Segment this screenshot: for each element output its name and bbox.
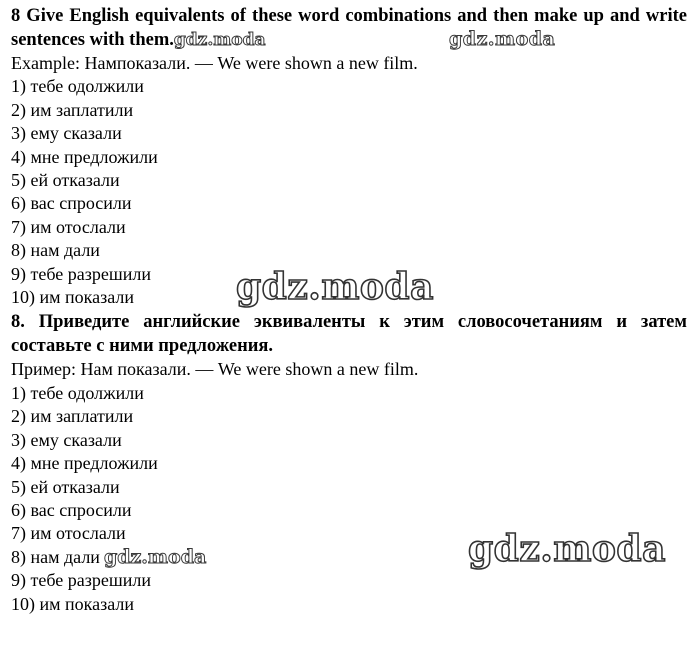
- list-item: 6) вас спросили: [11, 499, 132, 520]
- list-item: 9) тебе разрешили: [11, 570, 151, 591]
- item-list-russian: [11, 382, 687, 616]
- section-russian: [11, 310, 687, 615]
- list-item: 10) им показали: [11, 287, 134, 308]
- list-item: 3) ему сказали: [11, 429, 122, 450]
- list-item: 3) ему сказали: [11, 123, 122, 144]
- watermark-logo: gdz.moda: [449, 28, 556, 50]
- list-item: 4) мне предложили: [11, 146, 158, 167]
- list-item: 5) ей отказали: [11, 476, 120, 497]
- section-english: [11, 4, 687, 309]
- list-item: 8) нам дали: [11, 240, 100, 261]
- watermark-logo: gdz.moda: [468, 528, 666, 570]
- list-item: 10) им показали: [11, 593, 134, 614]
- list-item: 4) мне предложили: [11, 453, 158, 474]
- list-item: 1) тебе одолжили: [11, 76, 144, 97]
- example-line-english: Example: Нампоказали. — We were shown a new film.: [11, 53, 418, 73]
- list-item: 6) вас спросили: [11, 193, 132, 214]
- list-item: 7) им отослали: [11, 523, 126, 544]
- task-heading-russian: 8. Приведите английские эквиваленты к этим словосочетаниям и затем составьте с ними предложения.: [11, 312, 687, 357]
- list-item: 2) им заплатили: [11, 406, 134, 427]
- watermark-logo: gdz.moda: [236, 266, 434, 308]
- list-item: 2) им заплатили: [11, 99, 134, 120]
- list-item: 8) нам дали gdz.moda: [11, 545, 207, 568]
- list-item: 1) тебе одолжили: [11, 382, 144, 403]
- list-item: 5) ей отказали: [11, 170, 120, 191]
- watermark-logo: gdz.moda: [173, 30, 266, 50]
- task-heading-english: 8 Give English equivalents of these word combinations and then make up and write sentences with them.gdz.moda: [11, 6, 687, 50]
- watermark-logo: gdz.moda: [103, 545, 207, 568]
- list-item: 7) им отослали: [11, 216, 126, 237]
- example-line-russian: Пример: Нам показали. — We were shown a new film.: [11, 359, 419, 380]
- exercise-page: [11, 4, 687, 616]
- list-item: 9) тебе разрешили: [11, 263, 151, 284]
